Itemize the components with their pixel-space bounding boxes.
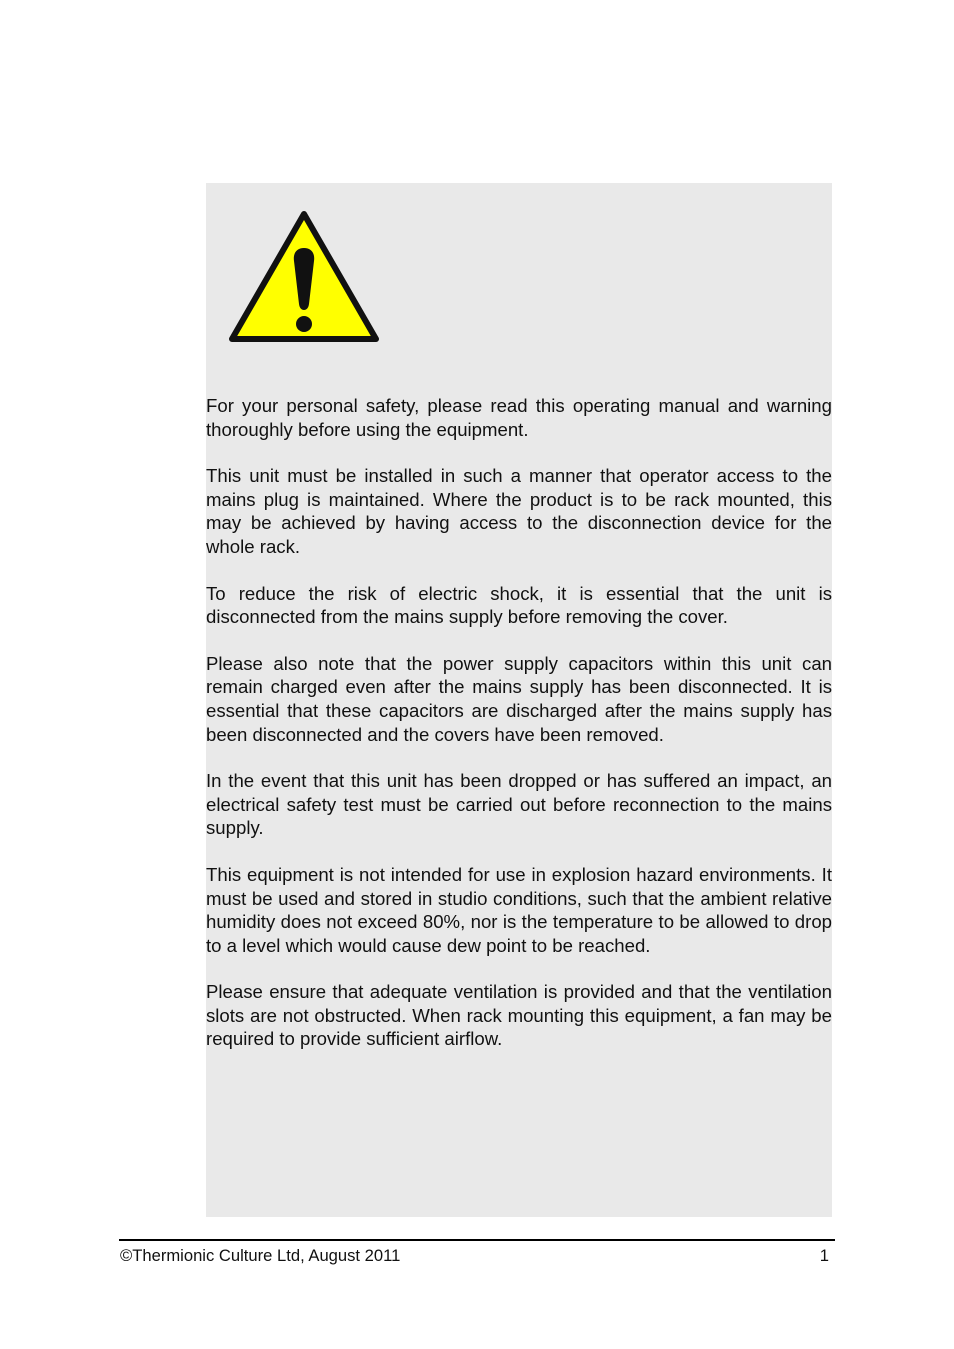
footer-copyright: ©Thermionic Culture Ltd, August 2011 [120,1246,401,1265]
warning-paragraph: Please also note that the power supply capacitors within this unit can remain charged even after the mains supply has been disconnected. It is essential that these capacitors are discharged after the mains supply has been disconnected and the covers have been removed. [206,652,832,745]
warning-paragraph: Please ensure that adequate ventilation is provided and that the ventilation slots are not obstructed. When rack mounting this equipment, a fan may be required to provide sufficient airflow. [206,981,832,1050]
warning-paragraph: To reduce the risk of electric shock, it is essential that the unit is disconnected from the mains supply before removing the cover. [206,582,832,628]
warning-paragraph: For your personal safety, please read this operating manual and warning thoroughly before using the equipment. [206,395,832,440]
footer-divider [119,1239,835,1241]
warning-paragraph: This equipment is not intended for use in explosion hazard environments. It must be used and stored in studio conditions, such that the ambient relative humidity does not exceed 80%, nor is the temperature to be allowed to drop to a level which would cause dew point to be reached. [206,863,832,956]
warning-paragraph: This unit must be installed in such a manner that operator access to the mains plug is maintained. Where the product is to be rack mounted, this may be achieved by having access to the disconnection device for the whole rack. [206,465,832,557]
warning-text [206,394,832,1074]
warning-triangle-icon [228,210,380,344]
warning-paragraph: In the event that this unit has been dropped or has suffered an impact, an electrical safety test must be carried out before reconnection to the mains supply. [206,770,832,839]
safety-warning-panel [206,183,832,1217]
page-number: 1 [819,1246,829,1265]
